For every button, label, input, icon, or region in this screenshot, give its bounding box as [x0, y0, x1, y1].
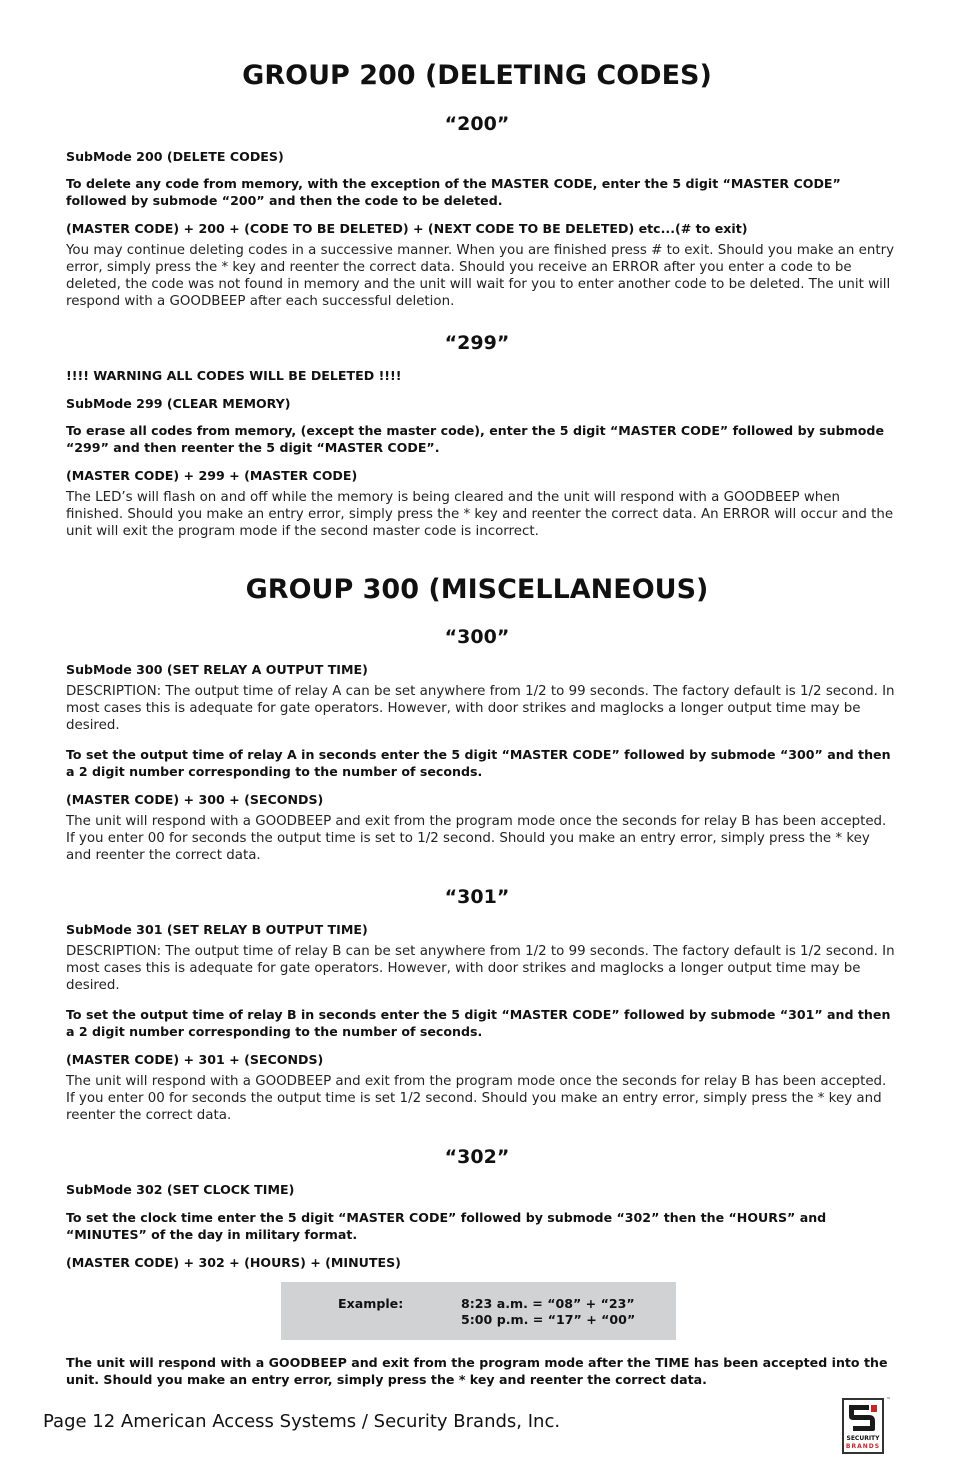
submode-302-note: The unit will respond with a GOODBEEP and exit from the program mode after the TIME has been accepted into the unit. Should you make an entry error, simply press the * key and reenter the correct data. [66, 1355, 888, 1387]
submode-299-heading: “299” [444, 332, 510, 354]
submode-301-formula: (MASTER CODE) + 301 + (SECONDS) [66, 1052, 324, 1067]
submode-300-label: SubMode 300 (SET RELAY A OUTPUT TIME) [66, 662, 368, 677]
submode-301-note: The unit will respond with a GOODBEEP and exit from the program mode once the seconds for relay B has been accepted. If you enter 00 for seconds the output time is set 1/2 second. Should you make an entry error, simply press the * key and reenter the correct data. [66, 1074, 887, 1123]
page-footer: Page 12 American Access Systems / Security Brands, Inc. [43, 1411, 561, 1432]
submode-301-heading: “301” [444, 886, 510, 908]
submode-299-formula: (MASTER CODE) + 299 + (MASTER CODE) [66, 468, 358, 483]
logo-text-brands: BRANDS [845, 1443, 881, 1450]
security-brands-logo [842, 1398, 884, 1454]
submode-200-heading: “200” [444, 113, 510, 135]
submode-301-instruction: To set the output time of relay B in seconds enter the 5 digit “MASTER CODE” followed by submode “301” and then a 2 digit number corresponding to the number of seconds. [66, 1007, 891, 1039]
submode-299-instruction: To erase all codes from memory, (except the master code), enter the 5 digit “MASTER CODE” followed by submode “299” and then reenter the 5 digit “MASTER CODE”. [66, 423, 884, 455]
submode-302-label: SubMode 302 (SET CLOCK TIME) [66, 1182, 295, 1197]
submode-301-description: DESCRIPTION: The output time of relay B can be set anywhere from 1/2 to 99 seconds. The factory default is 1/2 second. In most cases this is adequate for gate operators. However, with door strikes and maglocks a longer output time may be desired. [66, 944, 895, 993]
example-box [281, 1282, 676, 1340]
submode-200-label: SubMode 200 (DELETE CODES) [66, 149, 284, 164]
trademark-symbol: ™ [886, 1397, 891, 1403]
submode-299-warning: !!!! WARNING ALL CODES WILL BE DELETED !!!! [66, 368, 402, 383]
submode-300-description: DESCRIPTION: The output time of relay A can be set anywhere from 1/2 to 99 seconds. The factory default is 1/2 second. In most cases this is adequate for gate operators. However, with door strikes and maglocks a longer output time may be desired. [66, 684, 895, 733]
group-200-title: GROUP 200 (DELETING CODES) [242, 60, 712, 91]
logo-text-security: SECURITY [846, 1435, 880, 1442]
security-brands-logo-icon [847, 1403, 879, 1433]
submode-300-note: The unit will respond with a GOODBEEP and exit from the program mode once the seconds for relay B has been accepted. If you enter 00 for seconds the output time is set to 1/2 second. Should you make an entry error, simply press the * key and reenter the correct data. [66, 814, 887, 863]
submode-302-instruction: To set the clock time enter the 5 digit “MASTER CODE” followed by submode “302” then the “HOURS” and “MINUTES” of the day in military format. [66, 1210, 827, 1242]
submode-200-instruction: To delete any code from memory, with the exception of the MASTER CODE, enter the 5 digit “MASTER CODE” followed by submode “200” and then the code to be deleted. [66, 176, 841, 208]
submode-300-heading: “300” [444, 626, 510, 648]
example-label: Example: [338, 1296, 404, 1311]
group-300-title: GROUP 300 (MISCELLANEOUS) [245, 574, 709, 605]
submode-302-heading: “302” [444, 1146, 510, 1168]
submode-302-formula: (MASTER CODE) + 302 + (HOURS) + (MINUTES) [66, 1255, 401, 1270]
submode-300-formula: (MASTER CODE) + 300 + (SECONDS) [66, 792, 324, 807]
submode-299-label: SubMode 299 (CLEAR MEMORY) [66, 396, 291, 411]
submode-200-formula: (MASTER CODE) + 200 + (CODE TO BE DELETED) + (NEXT CODE TO BE DELETED) etc...(# to exit) [66, 221, 748, 236]
example-line-2: 5:00 p.m. = “17” + “00” [461, 1312, 636, 1327]
submode-200-note: You may continue deleting codes in a successive manner. When you are finished press # to exit. Should you make an entry error, simply press the * key and reenter the correct data. Should you receive an ERROR after you enter a code to be deleted, the code was not found in memory and the unit will wait for you to enter another code to be deleted. The unit will respond with a GOODBEEP after each successful deletion. [66, 243, 895, 309]
submode-301-label: SubMode 301 (SET RELAY B OUTPUT TIME) [66, 922, 368, 937]
submode-300-instruction: To set the output time of relay A in seconds enter the 5 digit “MASTER CODE” followed by submode “300” and then a 2 digit number corresponding to the number of seconds. [66, 747, 891, 779]
example-line-1: 8:23 a.m. = “08” + “23” [461, 1296, 635, 1311]
submode-299-note: The LED’s will flash on and off while the memory is being cleared and the unit will respond with a GOODBEEP when finished. Should you make an entry error, simply press the * key and reenter the correct data. An ERROR will occur and the unit will exit the program mode if the second master code is incorrect. [66, 490, 894, 539]
